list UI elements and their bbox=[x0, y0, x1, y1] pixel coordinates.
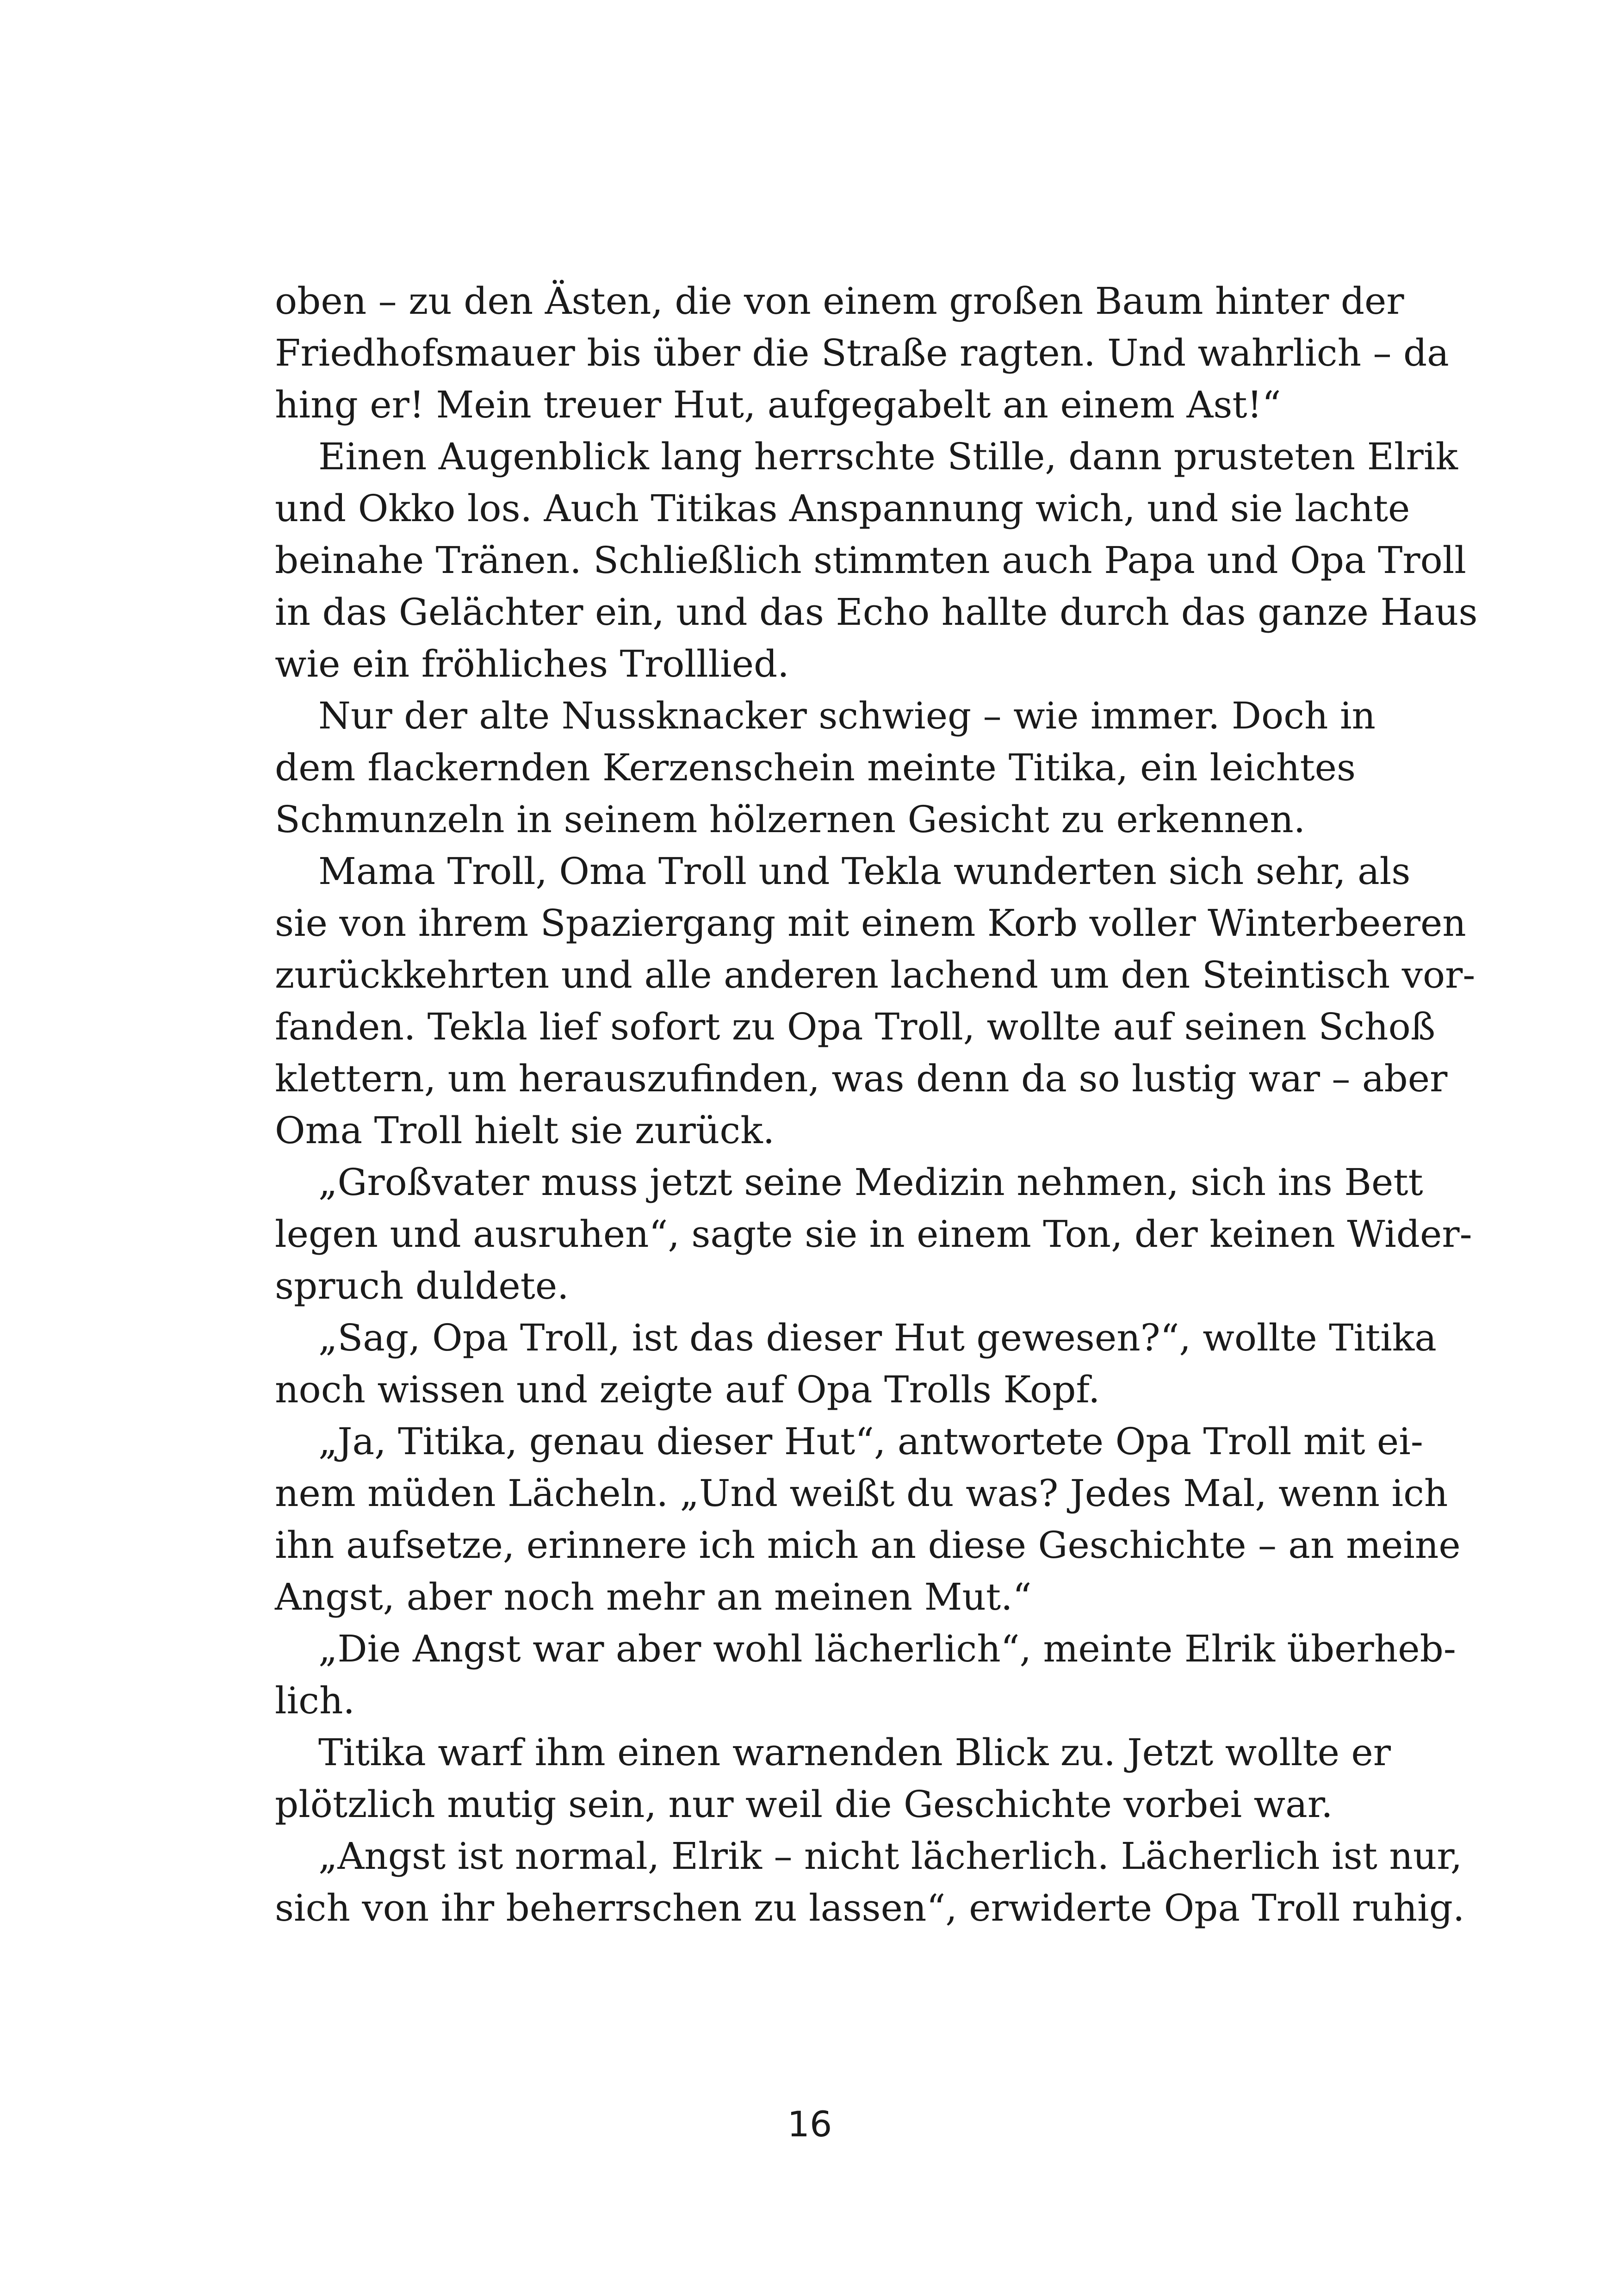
text-line: ihn aufsetze, erinnere ich mich an diese Geschichte – an meine bbox=[275, 1524, 1461, 1567]
text-line: „Angst ist normal, Elrik – nicht lächerlich. Lächerlich ist nur, bbox=[318, 1835, 1463, 1878]
text-line: nem müden Lächeln. „Und weißt du was? Jedes Mal, wenn ich bbox=[275, 1472, 1448, 1515]
text-line: dem flackernden Kerzenschein meinte Titika, ein leichtes bbox=[275, 746, 1356, 789]
text-line: legen und ausruhen“, sagte sie in einem Ton, der keinen Wider- bbox=[275, 1213, 1472, 1256]
text-line: Nur der alte Nussknacker schwieg – wie immer. Doch in bbox=[318, 694, 1376, 737]
text-line: sie von ihrem Spaziergang mit einem Korb voller Winterbeeren bbox=[275, 902, 1466, 945]
text-line: in das Gelächter ein, und das Echo hallte durch das ganze Haus bbox=[275, 591, 1478, 634]
text-line: plötzlich mutig sein, nur weil die Geschichte vorbei war. bbox=[275, 1783, 1333, 1826]
text-line: beinahe Tränen. Schließlich stimmten auch Papa und Opa Troll bbox=[275, 539, 1466, 582]
text-line: zurückkehrten und alle anderen lachend um den Steintisch vor- bbox=[275, 953, 1475, 996]
text-line: und Okko los. Auch Titikas Anspannung wich, und sie lachte bbox=[275, 487, 1410, 530]
text-line: „Ja, Titika, genau dieser Hut“, antwortete Opa Troll mit ei- bbox=[318, 1420, 1423, 1463]
text-line: wie ein fröhliches Trolllied. bbox=[275, 642, 789, 685]
text-line: Oma Troll hielt sie zurück. bbox=[275, 1109, 775, 1152]
text-line: Mama Troll, Oma Troll und Tekla wunderten sich sehr, als bbox=[318, 850, 1411, 893]
text-line: noch wissen und zeigte auf Opa Trolls Kopf. bbox=[275, 1368, 1100, 1411]
text-line: spruch duldete. bbox=[275, 1264, 569, 1307]
text-line: „Großvater muss jetzt seine Medizin nehmen, sich ins Bett bbox=[318, 1161, 1423, 1204]
text-line: fanden. Tekla lief sofort zu Opa Troll, wollte auf seinen Schoß bbox=[275, 1005, 1436, 1048]
text-line: „Die Angst war aber wohl lächerlich“, meinte Elrik überheb- bbox=[318, 1627, 1456, 1670]
text-line: Angst, aber noch mehr an meinen Mut.“ bbox=[275, 1575, 1032, 1618]
text-line: sich von ihr beherrschen zu lassen“, erwiderte Opa Troll ruhig. bbox=[275, 1886, 1465, 1929]
text-line: klettern, um herauszufinden, was denn da so lustig war – aber bbox=[275, 1057, 1448, 1100]
text-line: Einen Augenblick lang herrschte Stille, dann prusteten Elrik bbox=[318, 435, 1458, 478]
text-line: „Sag, Opa Troll, ist das dieser Hut gewesen?“, wollte Titika bbox=[318, 1316, 1437, 1359]
page-number: 16 bbox=[787, 2103, 832, 2145]
text-line: Titika warf ihm einen warnenden Blick zu. Jetzt wollte er bbox=[318, 1731, 1391, 1774]
text-line: Schmunzeln in seinem hölzernen Gesicht zu erkennen. bbox=[275, 798, 1306, 841]
text-line: oben – zu den Ästen, die von einem großen Baum hinter der bbox=[275, 280, 1404, 323]
text-line: Friedhofsmauer bis über die Straße ragten. Und wahrlich – da bbox=[275, 331, 1449, 374]
text-line: lich. bbox=[275, 1679, 355, 1722]
text-line: hing er! Mein treuer Hut, aufgegabelt an einem Ast!“ bbox=[275, 383, 1281, 426]
